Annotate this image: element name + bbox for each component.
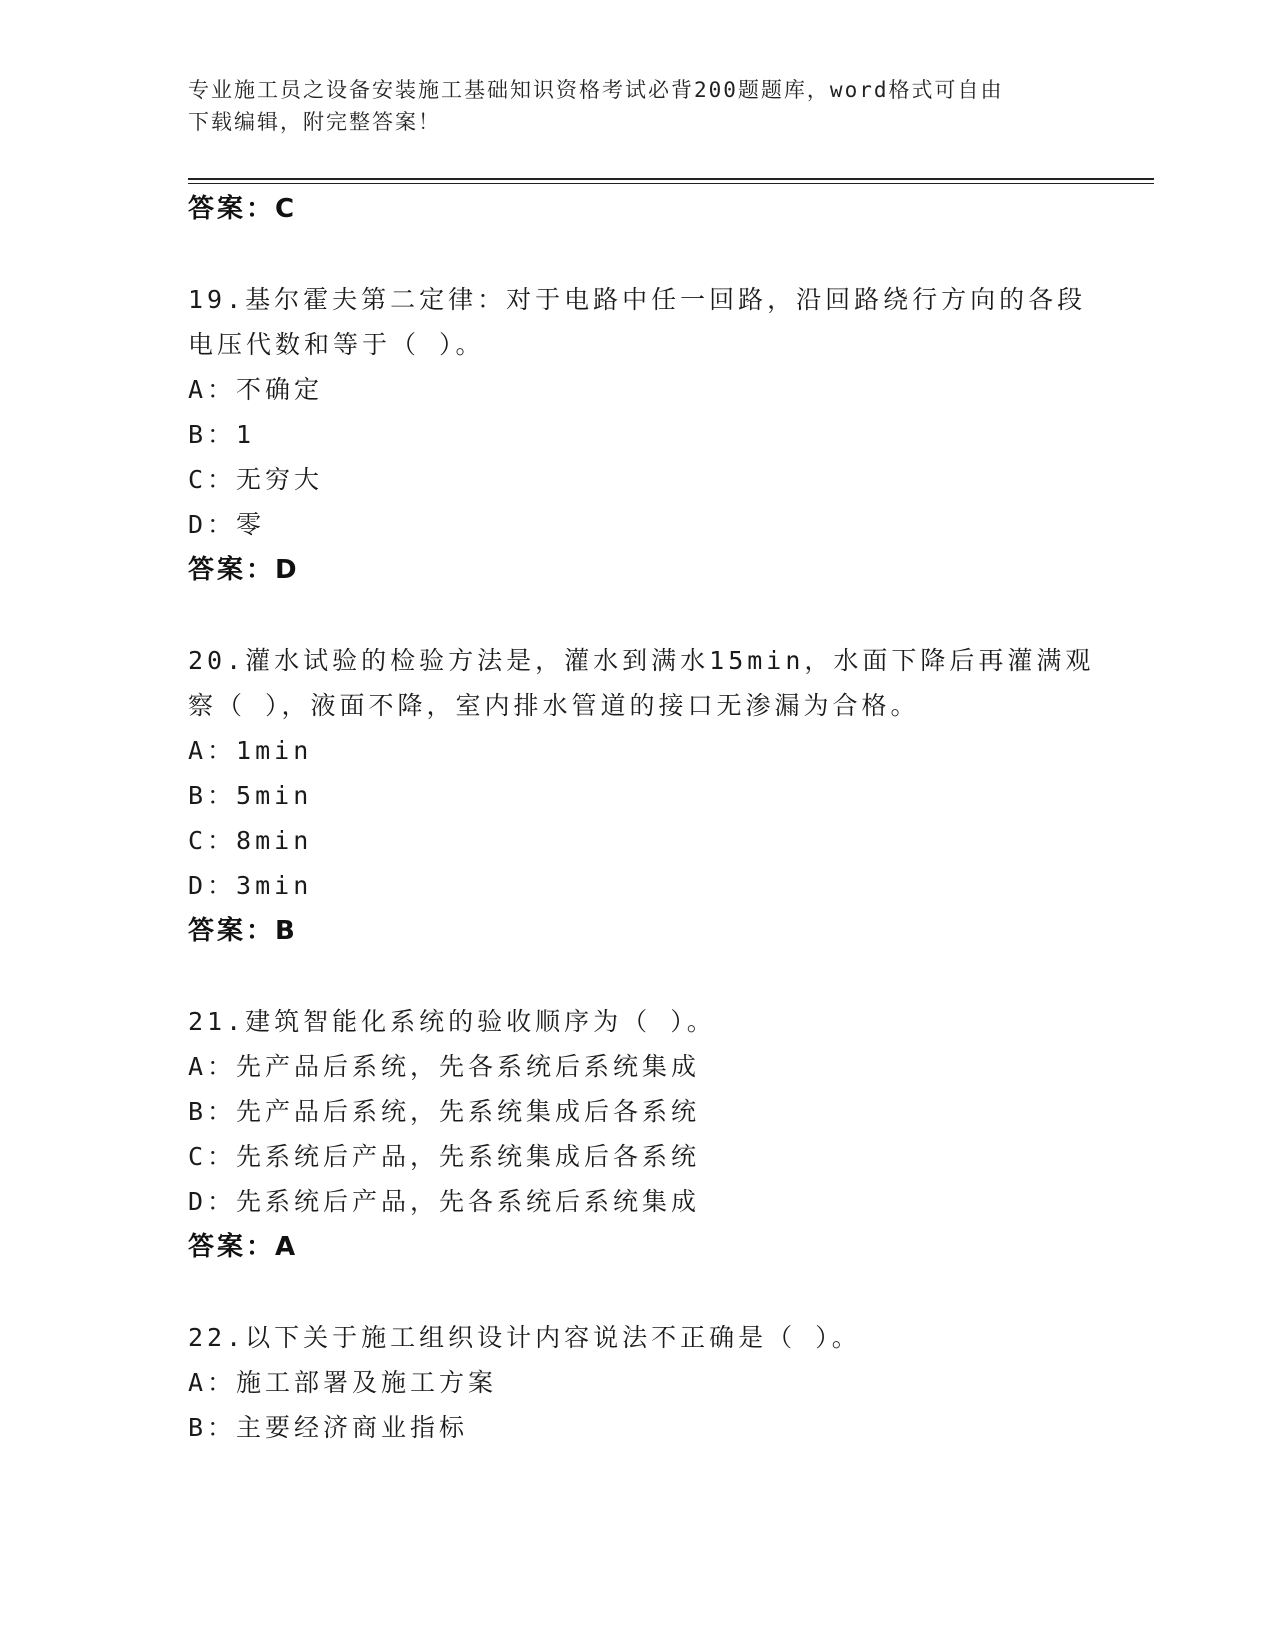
q20-option-d: D：3min	[188, 871, 313, 900]
answer-q18: 答案：C	[188, 194, 298, 224]
q20-option-c: C：8min	[188, 826, 313, 855]
q19-option-d: D：零	[188, 510, 266, 539]
header-rule-thick	[188, 178, 1154, 180]
document-header	[188, 74, 1088, 138]
q21-option-b: B：先产品后系统，先系统集成后各系统	[188, 1097, 701, 1126]
q19-option-c: C：无穷大	[188, 465, 324, 494]
q20-stem-line-1: 20.灌水试验的检验方法是，灌水到满水15min，水面下降后再灌满观	[188, 646, 1095, 675]
q21-option-c: C：先系统后产品，先系统集成后各系统	[188, 1142, 701, 1171]
header-rule-thin	[188, 183, 1154, 184]
q19-stem-line-2: 电压代数和等于（ ）。	[188, 330, 485, 359]
q21-stem-line-1: 21.建筑智能化系统的验收顺序为（ ）。	[188, 1007, 716, 1036]
q22-option-a: A：施工部署及施工方案	[188, 1368, 498, 1397]
q22-option-b: B：主要经济商业指标	[188, 1413, 469, 1442]
answer-q21: 答案：A	[188, 1232, 299, 1262]
header-line-1: 专业施工员之设备安装施工基础知识资格考试必背200题题库，word格式可自由	[188, 78, 1004, 102]
answer-q19: 答案：D	[188, 555, 300, 585]
header-line-2: 下载编辑，附完整答案！	[188, 110, 441, 134]
answer-q20: 答案：B	[188, 916, 298, 946]
q19-stem-line-1: 19.基尔霍夫第二定律：对于电路中任一回路，沿回路绕行方向的各段	[188, 285, 1087, 314]
q19-option-a: A：不确定	[188, 375, 324, 404]
q20-option-a: A：1min	[188, 736, 313, 765]
q21-option-a: A：先产品后系统，先各系统后系统集成	[188, 1052, 701, 1081]
q21-option-d: D：先系统后产品，先各系统后系统集成	[188, 1187, 701, 1216]
q19-option-b: B：1	[188, 420, 256, 449]
q20-option-b: B：5min	[188, 781, 313, 810]
q22-stem-line-1: 22.以下关于施工组织设计内容说法不正确是（ ）。	[188, 1323, 861, 1352]
q20-stem-line-2: 察（ ），液面不降，室内排水管道的接口无渗漏为合格。	[188, 691, 920, 720]
